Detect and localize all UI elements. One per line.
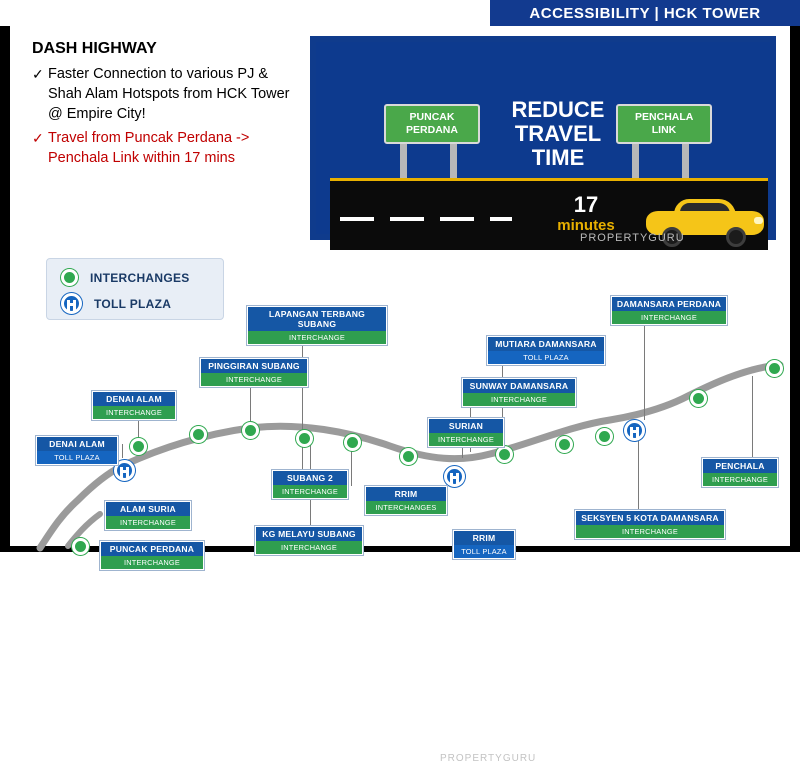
road-sign-puncak-perdana — [384, 104, 480, 144]
map-label-name: SUNWAY DAMANSARA — [469, 381, 569, 391]
dash-highway-title: DASH HIGHWAY — [32, 40, 157, 57]
map-label-type: TOLL PLAZA — [454, 545, 514, 558]
map-node-sunway-damansara[interactable] — [556, 436, 573, 453]
check-icon: ✓ — [32, 66, 44, 82]
sign-line-1: PENCHALA — [635, 111, 693, 123]
road-dash — [490, 217, 512, 221]
map-node-pinggiran-subang[interactable] — [190, 426, 207, 443]
map-node-subang-2[interactable] — [296, 430, 313, 447]
road-sign-penchala-link — [616, 104, 712, 144]
map-label-kg-melayu-subang[interactable] — [255, 526, 363, 555]
map-label-subang-2[interactable] — [272, 470, 348, 499]
map-label-name: DENAI ALAM — [49, 439, 105, 449]
map-label-pinggiran-subang[interactable] — [200, 358, 308, 387]
map-label-name: SUBANG 2 — [286, 473, 333, 483]
bullet-text: Faster Connection to various PJ & Shah Alam Hotspots from HCK Tower @ Empire City! — [48, 66, 290, 122]
road-dash — [340, 217, 374, 221]
leader-line — [122, 444, 123, 458]
map-label-type: INTERCHANGE — [201, 373, 307, 386]
map-label-type: INTERCHANGE — [248, 331, 386, 344]
sign-line-2: LINK — [651, 124, 677, 136]
map-label-alam-suria[interactable] — [105, 501, 191, 530]
legend-label: INTERCHANGES — [90, 270, 190, 285]
map-label-name: RRIM — [394, 489, 418, 499]
map-node-puncak-perdana[interactable] — [72, 538, 89, 555]
map-label-type: INTERCHANGE — [576, 525, 724, 538]
map-label-penchala[interactable] — [702, 458, 778, 487]
page-title: ACCESSIBILITY | HCK TOWER — [490, 0, 800, 26]
map-label-damansara-perdana[interactable] — [611, 296, 727, 325]
map-label-denai-alam-toll[interactable] — [36, 436, 118, 465]
map-label-name: LAPANGAN TERBANG SUBANG — [268, 309, 366, 329]
map-label-type: INTERCHANGE — [101, 556, 203, 569]
car-wheel — [726, 227, 746, 247]
slide-content — [10, 26, 790, 764]
map-node-lapangan-terbang-subang[interactable] — [242, 422, 259, 439]
check-icon: ✓ — [32, 130, 44, 146]
banner-watermark: PROPERTYGURU — [580, 232, 685, 244]
bullet-text: Travel from Puncak Perdana -> Penchala Link within 17 mins — [48, 130, 250, 166]
highway-map — [10, 248, 790, 764]
map-label-mutiara-damansara[interactable] — [487, 336, 605, 365]
bullet-item — [32, 128, 294, 168]
map-label-type: INTERCHANGE — [429, 433, 503, 446]
travel-time-number: 17 — [573, 192, 599, 217]
banner-inner — [316, 42, 770, 234]
legend-label: TOLL PLAZA — [94, 296, 172, 311]
map-label-name: DAMANSARA PERDANA — [616, 299, 722, 309]
slide-frame — [0, 26, 800, 764]
road-strip — [330, 178, 768, 250]
map-node-denai-alam[interactable] — [130, 438, 147, 455]
bullet-item — [32, 64, 294, 124]
map-label-seksyen-5-kota-damansara[interactable] — [575, 510, 725, 539]
leader-line — [638, 434, 639, 510]
map-label-rrim-toll[interactable] — [453, 530, 515, 559]
map-label-name: MUTIARA DAMANSARA — [495, 339, 597, 349]
map-label-name: SEKSYEN 5 KOTA DAMANSARA — [581, 513, 719, 523]
left-text-panel — [32, 40, 294, 172]
map-label-type: INTERCHANGE — [256, 541, 362, 554]
sign-line-2: PERDANA — [406, 124, 458, 136]
header-bar — [0, 0, 800, 26]
map-label-puncak-perdana[interactable] — [100, 541, 204, 570]
map-label-lapangan-terbang-subang[interactable] — [247, 306, 387, 345]
map-node-kg-melayu-subang[interactable] — [400, 448, 417, 465]
map-watermark: PROPERTYGURU — [440, 753, 537, 764]
map-node-surian[interactable] — [496, 446, 513, 463]
map-label-type: INTERCHANGE — [612, 311, 726, 324]
map-label-name: DENAI ALAM — [106, 394, 162, 404]
travel-time — [526, 193, 646, 234]
road-dash — [440, 217, 474, 221]
map-node-seksyen-5[interactable] — [596, 428, 613, 445]
sign-line-1: PUNCAK — [409, 111, 455, 123]
road-dash — [390, 217, 424, 221]
map-label-name: PUNCAK PERDANA — [109, 544, 195, 554]
map-label-type: INTERCHANGE — [106, 516, 190, 529]
map-label-name: RRIM — [472, 533, 496, 543]
map-node-rrim[interactable] — [344, 434, 361, 451]
map-label-name: KG MELAYU SUBANG — [262, 529, 356, 539]
map-label-rrim-interchanges[interactable] — [365, 486, 447, 515]
leader-line — [752, 376, 753, 458]
map-label-sunway-damansara[interactable] — [462, 378, 576, 407]
map-label-type: INTERCHANGE — [703, 473, 777, 486]
map-label-name: ALAM SURIA — [120, 504, 176, 514]
map-toll-mutiara-damansara[interactable] — [624, 420, 645, 441]
map-label-name: SURIAN — [448, 421, 484, 431]
map-label-surian[interactable] — [428, 418, 504, 447]
header-left-spacer — [0, 0, 492, 26]
map-node-penchala[interactable] — [766, 360, 783, 377]
map-label-name: PENCHALA — [715, 461, 765, 471]
map-label-type: INTERCHANGES — [366, 501, 446, 514]
car-headlight — [754, 217, 763, 224]
map-label-name: PINGGIRAN SUBANG — [208, 361, 300, 371]
map-label-type: TOLL PLAZA — [488, 351, 604, 364]
travel-time-unit: minutes — [557, 217, 615, 234]
banner-headline: REDUCE TRAVEL TIME — [511, 97, 605, 170]
leader-line — [644, 314, 645, 420]
map-label-type: TOLL PLAZA — [37, 451, 117, 464]
map-label-type: INTERCHANGE — [463, 393, 575, 406]
map-toll-rrim[interactable] — [444, 466, 465, 487]
map-label-denai-alam[interactable] — [92, 391, 176, 420]
map-label-type: INTERCHANGE — [93, 406, 175, 419]
map-node-damansara-perdana[interactable] — [690, 390, 707, 407]
reduce-travel-time-banner — [310, 36, 776, 244]
map-label-type: INTERCHANGE — [273, 485, 347, 498]
